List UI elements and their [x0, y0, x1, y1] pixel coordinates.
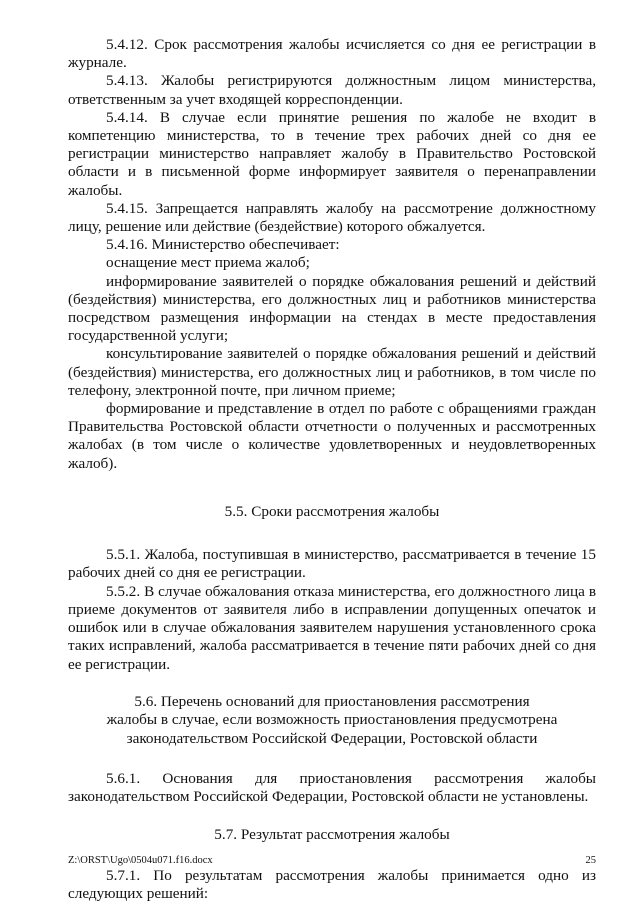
paragraph-5-4-16: 5.4.16. Министерство обеспечивает:: [106, 236, 340, 254]
page-number: 25: [585, 855, 596, 866]
paragraph-5-5-1: 5.5.1. Жалоба, поступившая в министерство, рассматривается в течение 15 рабочих дней со дня ее регистрации.: [68, 546, 596, 582]
section-heading-5-6: [68, 693, 596, 748]
paragraph-5-4-15: 5.4.15. Запрещается направлять жалобу на рассмотрение должностному лицу, решение или действие (бездействие) которого обжалуется.: [68, 199, 596, 236]
section-heading-5-7: 5.7. Результат рассмотрения жалобы: [214, 826, 450, 844]
section-heading-5-5: 5.5. Сроки рассмотрения жалобы: [224, 502, 440, 520]
heading-line: законодательством Российской Федерации, Ростовской области: [126, 729, 538, 747]
document-page: [68, 36, 596, 903]
paragraph-5-4-14: 5.4.14. В случае если принятие решения по жалобе не входит в компетенцию министерства, то в течение трех рабочих дней со дня ее регистрации министерство направляет жалобу в Правительство Ростовской области и в письменной форме информирует заявителя о перенаправлении жалобы.: [68, 108, 596, 199]
list-item: информирование заявителей о порядке обжалования решений и действий (бездействия) министерства, его должностных лиц и работников министерства посредством размещения информации на стендах в месте предоставления государственной услуги;: [68, 272, 596, 345]
list-item: консультирование заявителей о порядке обжалования решений и действий (бездействия) министерства, его должностных лиц и работников, в том числе по телефону, электронной почте, при личном приеме;: [68, 345, 596, 399]
list-item: оснащение мест приема жалоб;: [106, 254, 310, 272]
paragraph-5-7-1: 5.7.1. По результатам рассмотрения жалобы принимается одно из следующих решений:: [68, 866, 596, 902]
heading-line: жалобы в случае, если возможность приостановления предусмотрена: [106, 711, 558, 729]
paragraph-5-4-13: 5.4.13. Жалобы регистрируются должностным лицом министерства, ответственным за учет входящей корреспонденции.: [68, 72, 596, 108]
page-footer: [68, 855, 596, 867]
list-item: формирование и представление в отдел по работе с обращениями граждан Правительства Ростовской области отчетности о полученных и рассмотренных жалобах (в том числе о количестве удовлетворенных и неудовлетворенных жалоб).: [68, 400, 596, 472]
paragraph-5-6-1: 5.6.1. Основания для приостановления рассмотрения жалобы законодательством Российской Федерации, Ростовской области не установлены.: [68, 769, 596, 806]
paragraph-5-5-2: 5.5.2. В случае обжалования отказа министерства, его должностного лица в приеме документов от заявителя либо в исправлении допущенных опечаток и ошибок или в случае обжалования заявителем нарушения установленного срока таких исправлений, жалоба рассматривается в течение пяти рабочих дней со дня ее регистрации.: [68, 582, 596, 673]
heading-line: 5.6. Перечень оснований для приостановления рассмотрения: [134, 692, 530, 710]
paragraph-5-4-12: 5.4.12. Срок рассмотрения жалобы исчисляется со дня ее регистрации в журнале.: [68, 36, 596, 72]
file-path: Z:\ORST\Ugo\0504u071.f16.docx: [68, 855, 213, 866]
